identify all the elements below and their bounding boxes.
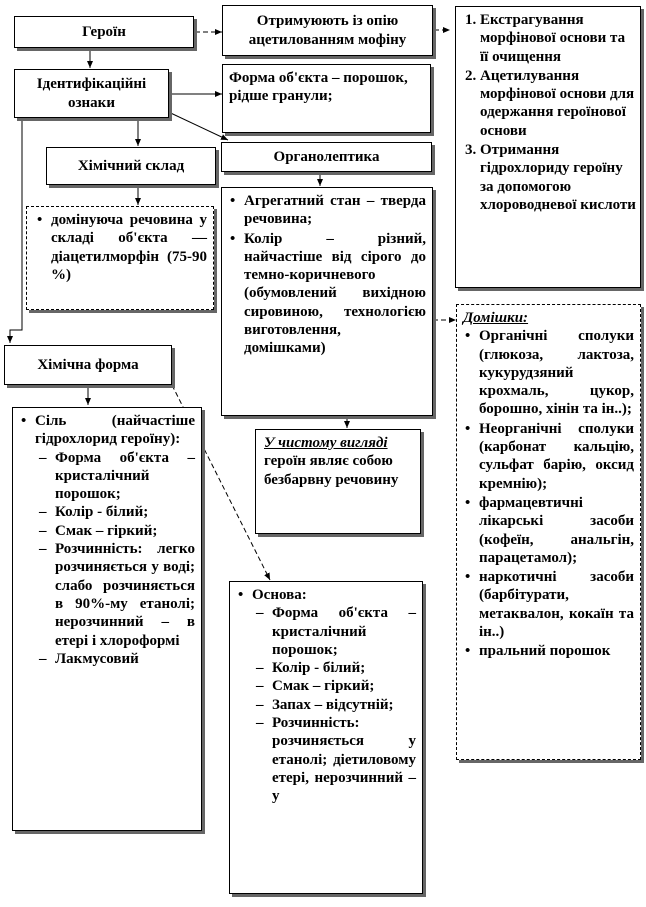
step-item: 3. Отримання гідрохлориду героїну за допомогою хлороводневої кислоти — [480, 141, 636, 214]
base-property: – Форма об'єкта – кристалічний порошок; — [272, 604, 416, 659]
chem-form-label: Хімічна форма — [37, 356, 139, 373]
arrow-ident-organo — [160, 108, 228, 140]
organoleptic-label: Органолептика — [273, 148, 380, 165]
pure-text: героїн являє собою безбарвну речовину — [264, 453, 399, 488]
salt-property: – Лакмусовий — [55, 650, 195, 668]
salt-property: – Форма об'єкта – кристалічний порошок; — [55, 449, 195, 504]
impurity-item: • пральний порошок — [479, 642, 634, 660]
obtained-box — [222, 5, 433, 56]
heroin-box — [14, 16, 194, 48]
impurity-item: • фармацевтичні лікарські засоби (кофеїн, анальгін, парацетамол); — [479, 494, 634, 567]
organoleptic-box — [221, 142, 432, 172]
organo-item: • Агрегатний стан – тверда речовина; — [244, 192, 426, 229]
base-property: – Колір - білий; — [272, 659, 416, 677]
organo-details-box — [221, 187, 433, 416]
base-item: • Основа: – Форма об'єкта – кристалічний порошок; – Колір - білий; – Смак – гіркий; – Запах – відсутній; – Розчинність: розчиняється у етанолі; діетиловому етері, нерозчинний – у — [252, 586, 416, 806]
step-item: 1. Екстрагування морфінової основи та її очищення — [480, 11, 636, 66]
steps-list — [460, 11, 636, 214]
salt-box — [12, 407, 202, 831]
heroin-label: Героїн — [82, 23, 126, 40]
salt-property: – Смак – гіркий; — [55, 522, 195, 540]
impurity-item: • Неорганічні сполуки (карбонат кальцію, сульфат барію, оксид кремнію); — [479, 420, 634, 493]
form-object-text: Форма об'єкта – порошок, рідше гранули; — [229, 70, 408, 105]
ident-box — [14, 69, 169, 118]
pure-label: У чистому вигляді — [264, 435, 388, 451]
salt-item: • Сіль (найчастіше гідрохлорид героїну): – Форма об'єкта – кристалічний порошок; – Колір - білий; – Смак – гіркий; – Розчинність: легко розчиняється у воді; слабо розчиняється в 90%-му етанолі; нерозчинний – в етері і хлороформі – Лакмусовий — [35, 412, 195, 668]
salt-property: – Розчинність: легко розчиняється у воді; слабо розчиняється в 90%-му етанолі; нерозчинний – в етері і хлороформі — [55, 540, 195, 650]
impurities-box — [456, 304, 641, 760]
ident-label: Ідентифікаційні ознаки — [36, 76, 147, 111]
organo-item: • Колір – різний, найчастіше від сірого до темно-коричневого (обумовлений вихідною сировиною, технологією виготовлення, домішками) — [244, 230, 426, 358]
steps-box — [455, 6, 641, 288]
chem-composition-label: Хімічний склад — [77, 157, 185, 174]
dominant-box — [26, 206, 214, 310]
pure-box — [255, 429, 421, 534]
base-property: – Розчинність: розчиняється у етанолі; діетиловому етері, нерозчинний – у — [272, 714, 416, 805]
chem-form-box — [4, 345, 172, 385]
impurities-label: Домішки: — [463, 310, 529, 326]
step-item: 2. Ацетилування морфінової основи для одержання героїнової основи — [480, 67, 636, 140]
salt-property: – Колір - білий; — [55, 503, 195, 521]
chem-composition-box — [46, 147, 216, 185]
impurity-item: • Органічні сполуки (глюкоза, лактоза, кукурудзяний крохмаль, цукор, борошно, хінін та ін..); — [479, 327, 634, 418]
obtained-text: Отримуюють із опію ацетилованням мофіну — [248, 13, 407, 48]
arrow-ident-chemform — [10, 118, 22, 343]
impurity-item: • наркотичні засоби (барбітурати, метаквалон, кокаїн та ін..) — [479, 568, 634, 641]
base-box — [229, 581, 423, 894]
form-object-box — [222, 64, 431, 133]
base-property: – Смак – гіркий; — [272, 677, 416, 695]
base-property: – Запах – відсутній; — [272, 696, 416, 714]
dominant-item: • домінуюча речовина у складі об'єкта — діацетилморфін (75-90 %) — [51, 211, 207, 284]
